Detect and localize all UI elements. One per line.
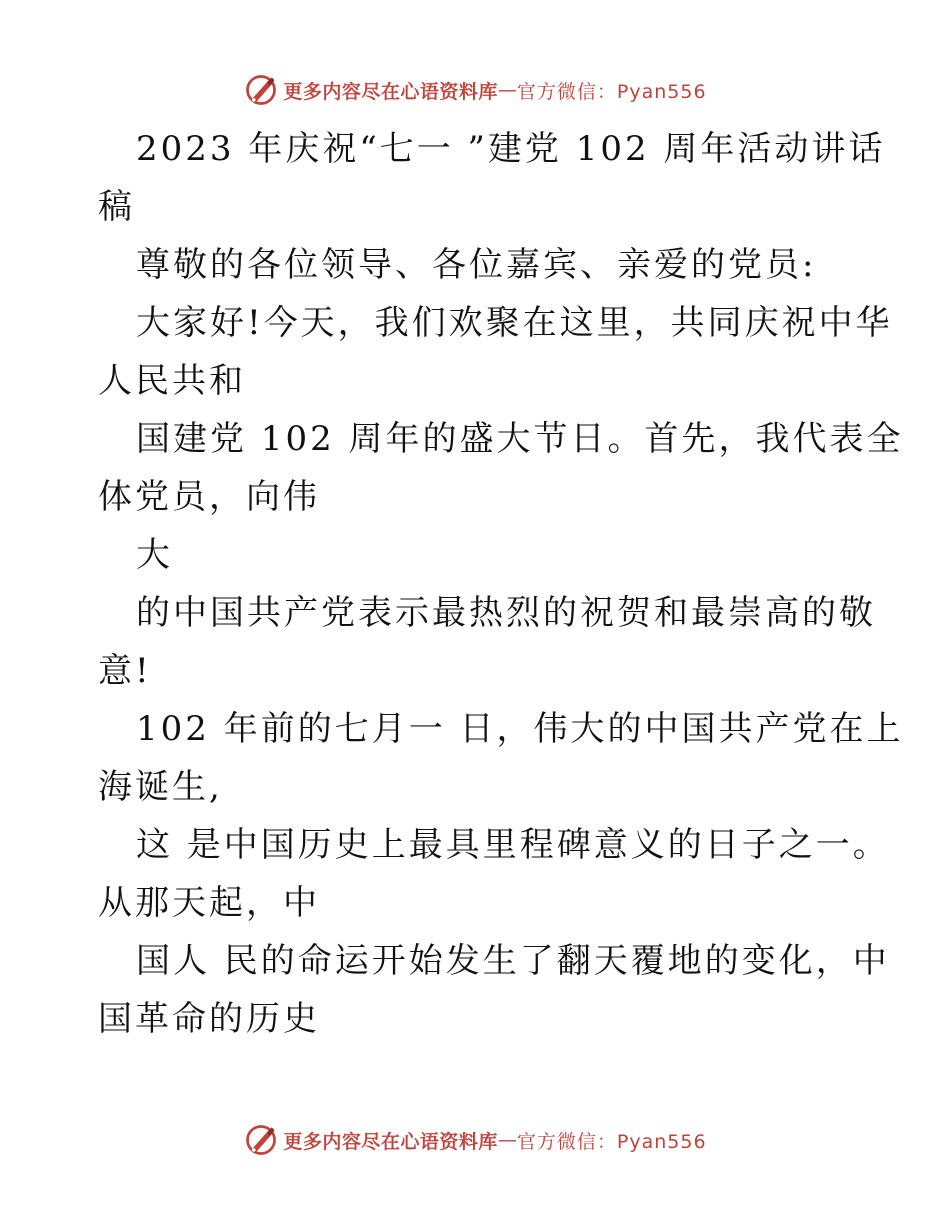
doc-line: 国革命的历史: [98, 999, 320, 1039]
doc-line: 的中国共产党表示最热烈的祝贺和最崇高的敬: [136, 593, 876, 633]
doc-line: 大: [136, 535, 173, 575]
banner-dash: —: [497, 1129, 517, 1151]
document-body: [98, 120, 904, 1048]
doc-line: 这 是中国历史上最具里程碑意义的日子之一。: [136, 825, 890, 865]
doc-line-salutation: 尊敬的各位领导、各位嘉宾、亲爱的党员:: [136, 245, 817, 285]
banner-brand: 更多内容尽在心语资料库: [283, 1130, 498, 1153]
doc-line-title-1: 2023 年庆祝“七一 ”建党 102 周年活动讲话: [136, 129, 886, 169]
pen-logo-icon: [243, 1122, 279, 1158]
banner-contact: 官方微信：Pyan556: [516, 80, 707, 103]
header-banner: [0, 70, 950, 110]
pen-logo-icon: [243, 72, 279, 108]
doc-line: 102 年前的七月一 日，伟大的中国共产党在上: [136, 709, 904, 749]
doc-line: 意!: [98, 651, 152, 691]
doc-line: 人民共和: [98, 361, 246, 401]
banner-contact: 官方微信：Pyan556: [516, 1130, 707, 1153]
banner-dash: —: [497, 79, 517, 101]
doc-line: 体党员，向伟: [98, 477, 320, 517]
doc-line: 大家好!今天，我们欢聚在这里，共同庆祝中华: [136, 303, 893, 343]
banner-brand: 更多内容尽在心语资料库: [283, 80, 498, 103]
doc-line-title-2: 稿: [98, 187, 135, 227]
doc-line: 从那天起，中: [98, 883, 320, 923]
doc-line: 国建党 102 周年的盛大节日。首先，我代表全: [136, 419, 904, 459]
doc-line: 海诞生,: [98, 767, 223, 807]
doc-line: 国人 民的命运开始发生了翻天覆地的变化，中: [136, 941, 890, 981]
footer-banner: [0, 1120, 950, 1160]
